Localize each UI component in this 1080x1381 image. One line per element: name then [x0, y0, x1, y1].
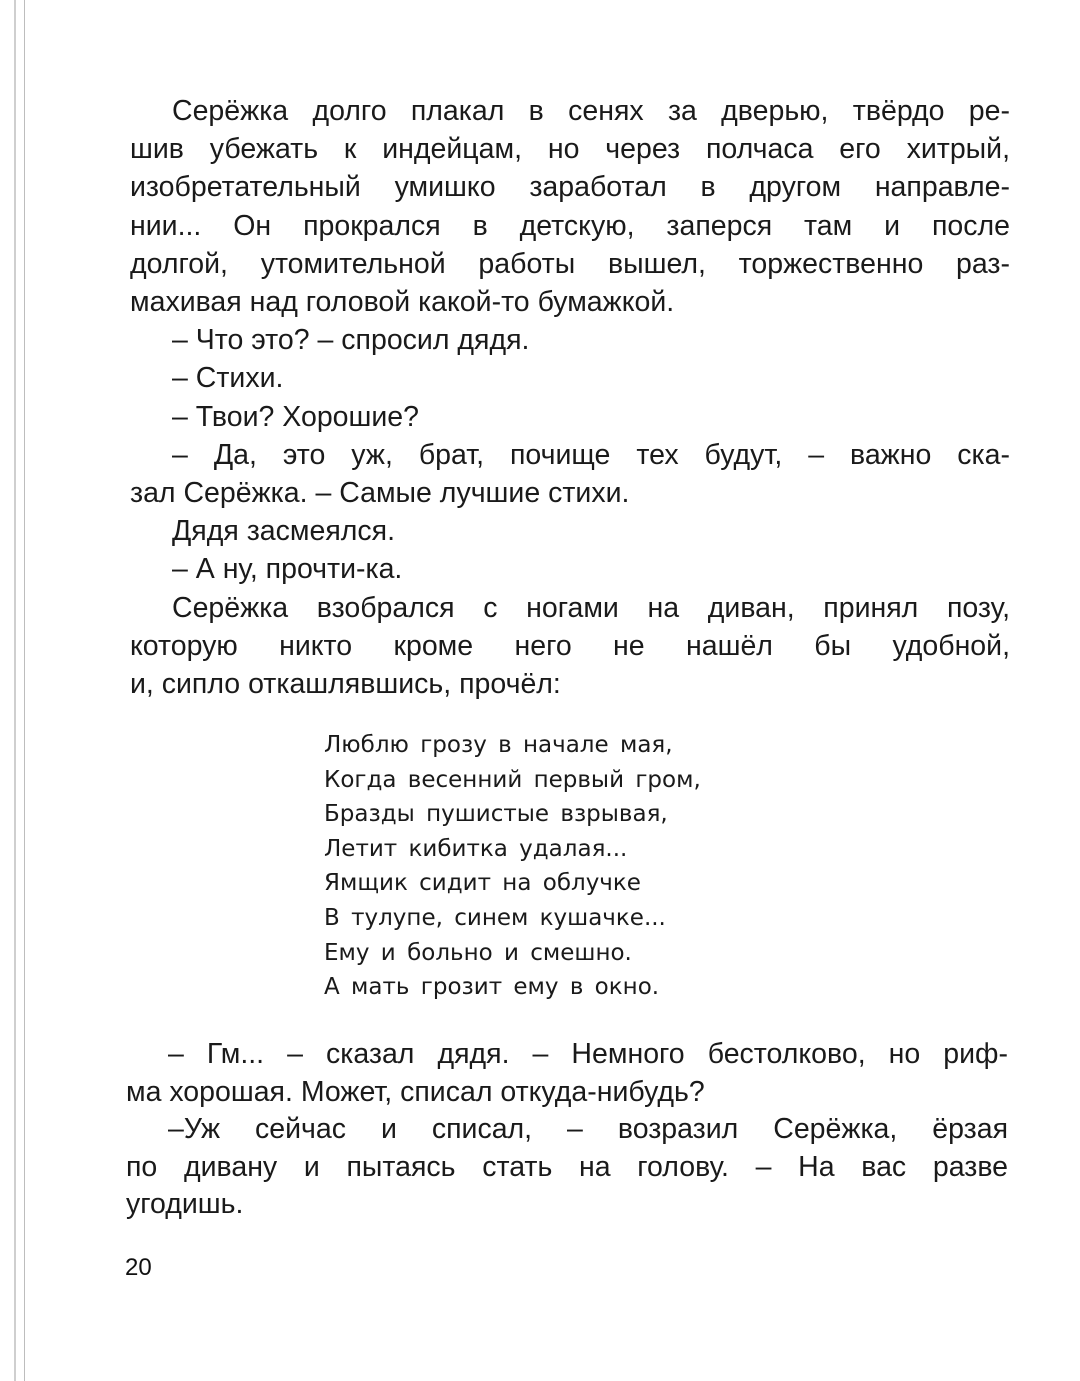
text-line: зал Серёжка. – Самые лучшие стихи.: [130, 477, 630, 510]
poem-line: Когда весенний первый гром,: [324, 766, 701, 793]
text-line: – Твои? Хорошие?: [172, 400, 420, 433]
text-line: шив убежать к индейцам, но через полчаса его хитрый,: [130, 133, 1010, 166]
poem-line: Ему и больно и смешно.: [324, 939, 632, 966]
text-line: – Да, это уж, брат, почище тех будут, – важно ска-: [172, 438, 1010, 471]
paragraph: [130, 436, 1010, 512]
text-line: которую никто кроме него не нашёл бы удобной,: [130, 629, 1010, 662]
text-line: – Стихи.: [172, 362, 284, 395]
text-line: махивая над головой какой-то бумажкой.: [130, 286, 675, 319]
text-line: долгой, утомительной работы вышел, торжественно раз-: [130, 247, 1010, 280]
text-line: по дивану и пытаясь стать на голову. – На вас разве: [126, 1150, 1008, 1183]
page-binding-edge: [14, 0, 16, 1381]
paragraph: [130, 321, 1010, 359]
text-line: Дядя засмеялся.: [172, 515, 395, 548]
poem-line: Бразды пушистые взрывая,: [324, 801, 668, 828]
page-binding-edge-inner: [24, 0, 25, 1381]
paragraph: [130, 512, 1010, 550]
text-line: угодишь.: [126, 1188, 244, 1220]
paragraph: [126, 1111, 1008, 1224]
poem-line: Люблю грозу в начале мая,: [324, 732, 673, 758]
text-line: Серёжка долго плакал в сенях за дверью, твёрдо ре-: [172, 95, 1010, 127]
paragraph: [130, 398, 1010, 436]
poem-line: Ямщик сидит на облучке: [324, 870, 641, 897]
paragraph: [126, 1036, 1008, 1111]
poem-block: [324, 728, 701, 1005]
prose-after: [126, 1036, 1008, 1224]
text-line: изобретательный умишко заработал в другом направле-: [130, 171, 1010, 204]
text-line: и, сипло откашлявшись, прочёл:: [130, 668, 561, 701]
poem-line: Летит кибитка удалая...: [324, 835, 628, 862]
text-line: ма хорошая. Может, списал откуда-нибудь?: [126, 1075, 705, 1108]
paragraph: [130, 589, 1010, 704]
paragraph: [130, 92, 1010, 321]
text-line: нии... Он прокрался в детскую, заперся там и после: [130, 209, 1010, 242]
text-line: – Что это? – спросил дядя.: [172, 324, 530, 357]
text-line: –Уж сейчас и списал, – возразил Серёжка, ёрзая: [168, 1113, 1008, 1145]
text-line: – Гм... – сказал дядя. – Немного бестолково, но риф-: [168, 1038, 1008, 1070]
page-number: 20: [125, 1254, 152, 1281]
paragraph: [130, 550, 1010, 588]
poem-line: А мать грозит ему в окно.: [324, 974, 660, 1001]
text-line: – А ну, прочти-ка.: [172, 553, 403, 586]
prose-before: [130, 92, 1010, 703]
poem-line: В тулупе, синем кушачке...: [324, 904, 666, 931]
paragraph: [130, 359, 1010, 397]
text-line: Серёжка взобрался с ногами на диван, принял позу,: [172, 591, 1010, 624]
